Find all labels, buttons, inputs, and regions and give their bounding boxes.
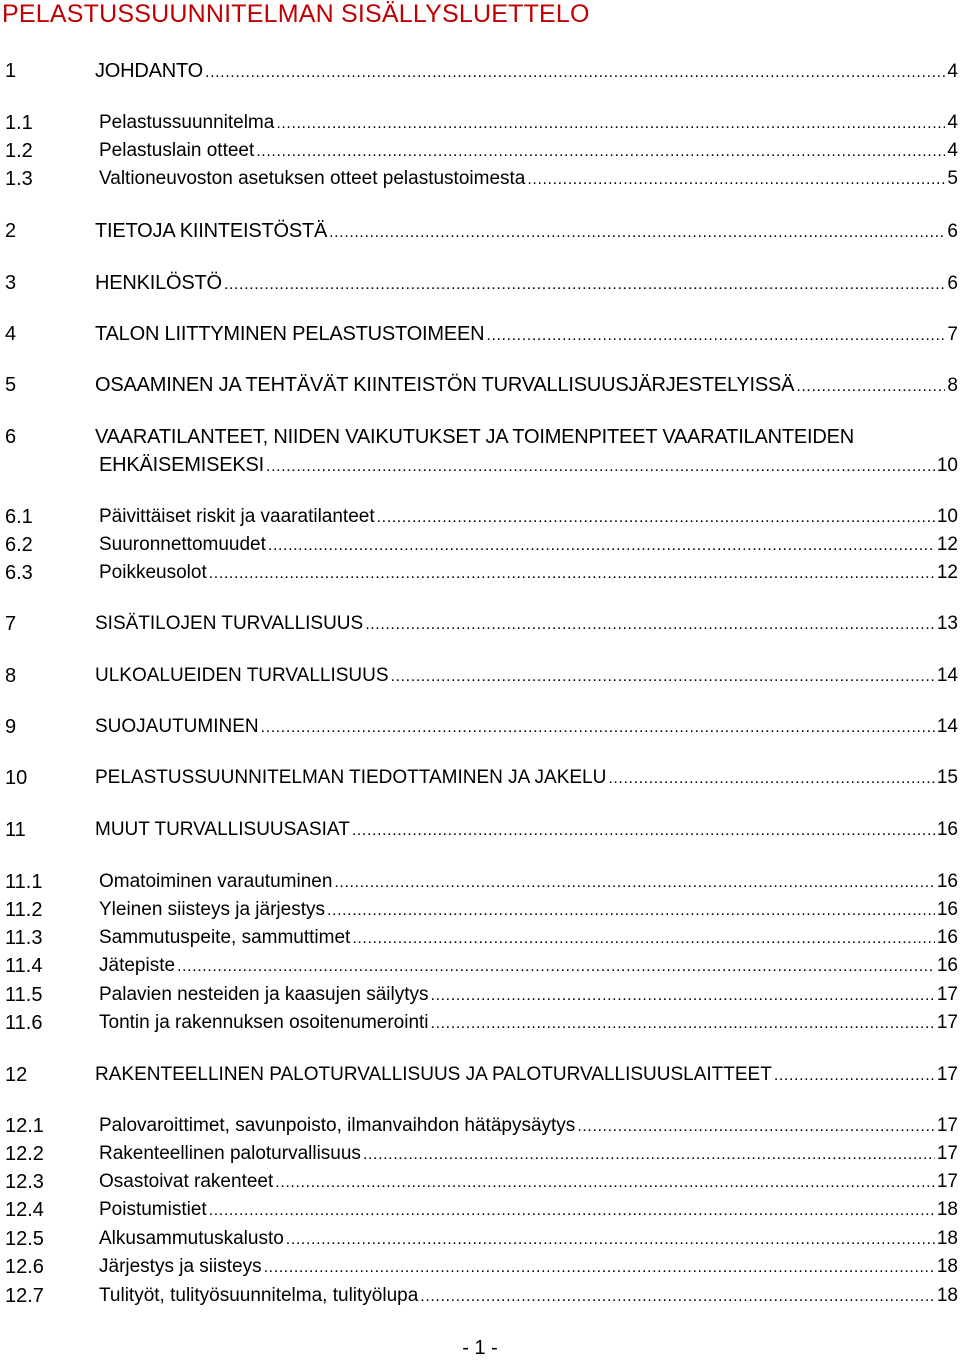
toc-entry-number: 12.4 — [5, 1199, 44, 1221]
dot-leader — [431, 1011, 935, 1037]
toc-entry-title: PELASTUSSUUNNITELMAN TIEDOTTAMINEN JA JAKELU — [95, 767, 607, 788]
toc-entry-page: 16 — [936, 899, 958, 920]
toc-entry-number: 8 — [5, 665, 17, 687]
toc-entry[interactable] — [0, 1226, 958, 1252]
dot-leader — [205, 60, 945, 86]
toc-entry-title: Palovaroittimet, savunpoisto, ilmanvaihdon hätäpysäytys — [99, 1115, 576, 1136]
toc-entry-page: 16 — [936, 819, 958, 840]
dot-leader — [261, 715, 935, 741]
toc-entry-number: 11.4 — [5, 955, 43, 977]
page-number-footer: - 1 - — [462, 1337, 498, 1359]
toc-entry-number: 12.1 — [5, 1115, 44, 1137]
toc-entry-page: 8 — [947, 375, 958, 396]
toc-entry[interactable] — [0, 560, 958, 586]
toc-entry[interactable] — [0, 1283, 958, 1309]
toc-entry-page: 7 — [947, 324, 958, 345]
toc-entry-title: Rakenteellinen paloturvallisuus — [99, 1143, 361, 1164]
toc-entry[interactable] — [0, 897, 958, 923]
toc-entry-number: 12.3 — [5, 1171, 44, 1193]
toc-entry[interactable] — [0, 270, 958, 296]
toc-entry-page: 16 — [936, 927, 958, 948]
dot-leader — [774, 1063, 935, 1089]
toc-entry-page: 16 — [936, 871, 958, 892]
toc-entry[interactable] — [0, 1254, 958, 1280]
toc-entry-page: 12 — [936, 562, 958, 583]
toc-entry-title: Pelastuslain otteet — [99, 140, 255, 161]
toc-entry[interactable] — [0, 953, 958, 979]
toc-entry-page: 6 — [947, 273, 958, 294]
toc-entry-number: 1.1 — [5, 112, 33, 134]
toc-entry[interactable] — [0, 110, 958, 136]
toc-entry-title: Sammutuspeite, sammuttimet — [99, 927, 351, 948]
toc-entry[interactable] — [0, 982, 958, 1008]
toc-entry-title: Yleinen siisteys ja järjestys — [99, 899, 325, 920]
toc-entry[interactable] — [0, 321, 958, 347]
toc-entry-page: 16 — [936, 955, 958, 976]
dot-leader — [363, 1142, 935, 1168]
toc-entry[interactable] — [0, 663, 958, 689]
toc-entry-number: 12.7 — [5, 1285, 44, 1307]
toc-entry-title: EHKÄISEMISEKSI — [99, 454, 265, 476]
toc-entry-number: 12 — [5, 1064, 28, 1086]
dot-leader — [577, 1114, 935, 1140]
toc-entry-page: 17 — [936, 1171, 958, 1192]
toc-entry[interactable] — [0, 1141, 958, 1167]
toc-entry-page: 4 — [947, 140, 958, 161]
dot-leader — [334, 870, 934, 896]
dot-leader — [486, 323, 945, 349]
dot-leader — [527, 167, 945, 193]
toc-entry-page: 12 — [936, 534, 958, 555]
toc-entry-page: 18 — [936, 1199, 958, 1220]
toc-entry-page: 18 — [936, 1285, 958, 1306]
toc-entry-title: Pelastussuunnitelma — [99, 112, 275, 133]
toc-entry-number: 11.5 — [5, 984, 43, 1006]
toc-entry-title: Tontin ja rakennuksen osoitenumerointi — [99, 1012, 429, 1033]
toc-entry-title: Tulityöt, tulityösuunnitelma, tulityölupa — [99, 1285, 419, 1306]
toc-entry-title: Poikkeusolot — [99, 562, 207, 583]
toc-entry-title: Suuronnettomuudet — [99, 534, 266, 555]
dot-leader — [286, 1227, 935, 1253]
toc-entry-number: 9 — [5, 716, 17, 738]
toc-entry-number: 2 — [5, 220, 17, 242]
dot-leader — [329, 220, 945, 246]
toc-entry-page: 14 — [936, 665, 958, 686]
toc-entry-title: Osastoivat rakenteet — [99, 1171, 274, 1192]
toc-entry-number: 6 — [5, 426, 17, 448]
toc-entry-number: 1.3 — [5, 168, 33, 190]
toc-entry[interactable] — [0, 714, 958, 740]
toc-entry[interactable] — [0, 372, 958, 398]
toc-entry-number: 11 — [5, 819, 26, 841]
toc-entry[interactable] — [0, 925, 958, 951]
toc-entry-number: 7 — [5, 613, 17, 635]
toc-entry-title: Alkusammutuskalusto — [99, 1228, 284, 1249]
dot-leader — [420, 1284, 935, 1310]
toc-entry-number: 12.6 — [5, 1256, 44, 1278]
toc-entry[interactable] — [0, 58, 958, 84]
toc-entry-number: 1.2 — [5, 140, 33, 162]
toc-entry-title: SISÄTILOJEN TURVALLISUUS — [95, 613, 364, 634]
toc-entry-title: Omatoiminen varautuminen — [99, 871, 333, 892]
toc-entry-title: SUOJAUTUMINEN — [95, 716, 259, 737]
dot-leader — [268, 533, 935, 559]
toc-entry[interactable] — [0, 1197, 958, 1223]
toc-entry-number: 5 — [5, 374, 17, 396]
toc-entry-page: 18 — [936, 1256, 958, 1277]
dot-leader — [266, 454, 935, 480]
toc-entry[interactable] — [0, 1062, 958, 1088]
toc-entry-title: ULKOALUEIDEN TURVALLISUUS — [95, 665, 389, 686]
toc-entry-title: JOHDANTO — [95, 60, 204, 82]
toc-entry-page: 17 — [936, 984, 958, 1005]
toc-entry-title: Palavien nesteiden ja kaasujen säilytys — [99, 984, 429, 1005]
toc-entry-page: 6 — [947, 221, 958, 242]
toc-entry-title: RAKENTEELLINEN PALOTURVALLISUUS JA PALOTURVALLISUUSLAITTEET — [95, 1064, 772, 1085]
toc-entry-title: MUUT TURVALLISUUSASIAT — [95, 819, 350, 840]
toc-entry[interactable] — [0, 218, 958, 244]
toc-entry-page: 14 — [936, 716, 958, 737]
dot-leader — [256, 139, 945, 165]
toc-entry-title: Jätepiste — [99, 955, 176, 976]
toc-entry-title: Järjestys ja siisteys — [99, 1256, 262, 1277]
toc-entry-page: 17 — [936, 1115, 958, 1136]
toc-entry[interactable] — [0, 765, 958, 791]
dot-leader — [276, 111, 945, 137]
dot-leader — [224, 272, 946, 298]
toc-entry-page: 17 — [936, 1064, 958, 1085]
toc-entry-number: 6.3 — [5, 562, 33, 584]
toc-entry-page: 10 — [936, 506, 958, 527]
toc-entry-number: 1 — [5, 60, 17, 82]
dot-leader — [431, 983, 935, 1009]
toc-entry[interactable] — [0, 869, 958, 895]
toc-entry[interactable] — [0, 532, 958, 558]
dot-leader — [177, 954, 935, 980]
toc-entry-title: TIETOJA KIINTEISTÖSTÄ — [95, 220, 328, 242]
toc-entry[interactable] — [0, 817, 958, 843]
toc-entry-page: 18 — [936, 1228, 958, 1249]
dot-leader — [365, 612, 935, 638]
toc-entry-page: 17 — [936, 1012, 958, 1033]
toc-entry[interactable] — [0, 424, 958, 480]
toc-entry-title: HENKILÖSTÖ — [95, 272, 222, 294]
toc-entry-page: 17 — [936, 1143, 958, 1164]
toc-entry[interactable] — [0, 504, 958, 530]
toc-entry-title: Päivittäiset riskit ja vaaratilanteet — [99, 506, 375, 527]
toc-entry-number: 11.6 — [5, 1012, 43, 1034]
dot-leader — [264, 1255, 935, 1281]
toc-entry-page: 10 — [936, 455, 958, 476]
toc-entry[interactable] — [0, 1113, 958, 1139]
toc-entry-page: 13 — [936, 613, 958, 634]
toc-entry[interactable] — [0, 138, 958, 164]
toc-entry-number: 3 — [5, 272, 17, 294]
dot-leader — [352, 926, 935, 952]
toc-entry-title: OSAAMINEN JA TEHTÄVÄT KIINTEISTÖN TURVALLISUUSJÄRJESTELYISSÄ — [95, 374, 795, 396]
toc-entry[interactable] — [0, 1010, 958, 1036]
toc-entry[interactable] — [0, 611, 958, 637]
toc-entry-number: 11.3 — [5, 927, 43, 949]
toc-entry-number: 10 — [5, 767, 28, 789]
toc-entry-title: TALON LIITTYMINEN PELASTUSTOIMEEN — [95, 323, 485, 345]
toc-entry-title: Valtioneuvoston asetuksen otteet pelastustoimesta — [99, 168, 526, 189]
dot-leader — [275, 1170, 935, 1196]
dot-leader — [796, 374, 945, 400]
toc-entry-title-line1: VAARATILANTEET, NIIDEN VAIKUTUKSET JA TOIMENPITEET VAARATILANTEIDEN — [95, 426, 854, 448]
toc-entry[interactable] — [0, 166, 958, 192]
toc-entry-page: 5 — [947, 168, 958, 189]
toc-entry-page: 4 — [947, 112, 958, 133]
dot-leader — [352, 818, 935, 844]
toc-entry-number: 12.2 — [5, 1143, 44, 1165]
dot-leader — [209, 1198, 935, 1224]
dot-leader — [327, 898, 935, 924]
toc-entry-page: 15 — [936, 767, 958, 788]
toc-entry-number: 6.2 — [5, 534, 33, 556]
dot-leader — [209, 561, 935, 587]
dot-leader — [608, 766, 935, 792]
toc-entry-number: 11.1 — [5, 871, 43, 893]
toc-entry[interactable] — [0, 1169, 958, 1195]
dot-leader — [391, 664, 935, 690]
toc-entry-page: 4 — [947, 61, 958, 82]
toc-entry-title: Poistumistiet — [99, 1199, 207, 1220]
toc-entry-number: 11.2 — [5, 899, 43, 921]
toc-entry-number: 12.5 — [5, 1228, 44, 1250]
toc-entry-number: 4 — [5, 323, 17, 345]
toc-entry-number: 6.1 — [5, 506, 33, 528]
page-title: PELASTUSSUUNNITELMAN SISÄLLYSLUETTELO — [2, 0, 590, 28]
dot-leader — [377, 505, 935, 531]
